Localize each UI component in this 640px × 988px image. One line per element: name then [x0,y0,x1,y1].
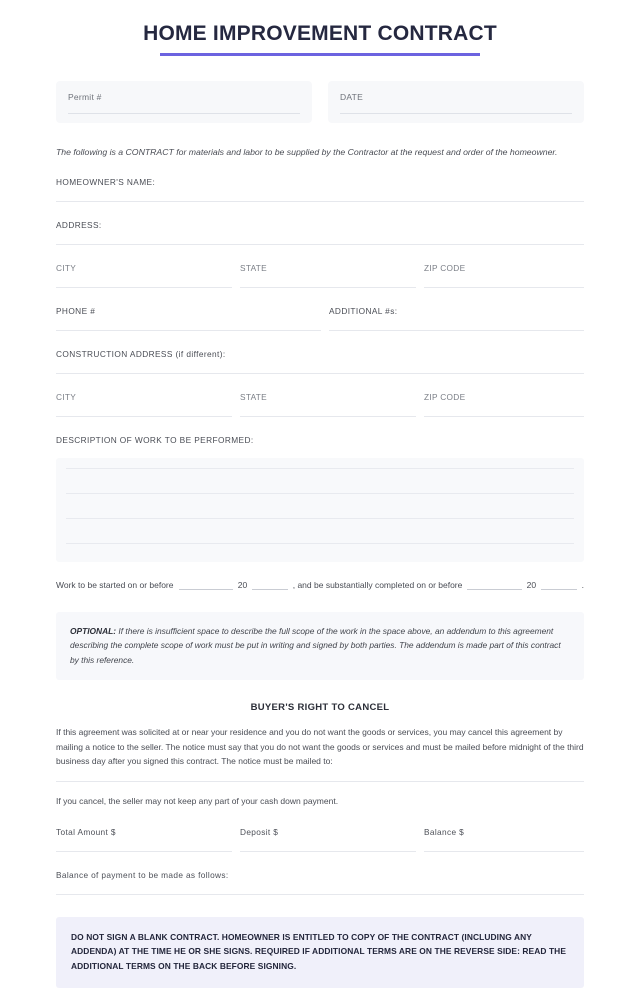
balance-field[interactable] [424,822,584,852]
work-end-text: . [581,579,584,590]
date-field[interactable] [328,81,584,123]
date-label: DATE [340,91,364,102]
description-label-row [56,430,584,448]
permit-number-input-line[interactable] [68,113,300,114]
cancel-divider [56,781,584,782]
homeowner-zip-label: ZIP CODE [424,262,466,273]
homeowner-state-field[interactable] [240,258,416,288]
construction-address-label: CONSTRUCTION ADDRESS (if different): [56,348,226,359]
construction-zip-label: ZIP CODE [424,391,466,402]
deposit-field[interactable] [240,822,416,852]
description-rule-line [66,518,574,519]
work-complete-year: 20 [526,579,537,590]
homeowner-address-row[interactable] [56,215,584,245]
construction-address-row[interactable] [56,344,584,374]
work-complete-date-blank[interactable] [467,580,521,590]
description-rule-line [66,543,574,544]
total-amount-label: Total Amount $ [56,826,116,837]
top-fields-row [56,81,584,123]
deposit-label: Deposit $ [240,826,279,837]
construction-state-label: STATE [240,391,268,402]
cancel-paragraph: If this agreement was solicited at or near your residence and you do not want the goods or services, you may cancel this agreement by mailing a notice to the seller. The notice must say that you do not want the goods or services and must be mailed before midnight of the third business day after you signed this contract. The notice must be mailed to: [56,727,584,767]
work-complete-year-blank[interactable] [541,580,577,590]
page-title: HOME IMPROVEMENT CONTRACT [143,22,497,45]
description-rule-line [66,468,574,469]
total-amount-field[interactable] [56,822,232,852]
construction-city-label: CITY [56,391,77,402]
work-start-year: 20 [237,579,248,590]
permit-number-label: Permit # [68,91,102,102]
homeowner-state-label: STATE [240,262,268,273]
homeowner-phone-row [56,301,584,331]
do-not-sign-warning-box [56,917,584,988]
date-input-line[interactable] [340,113,572,114]
homeowner-city-label: CITY [56,262,77,273]
work-start-year-blank[interactable] [252,580,288,590]
homeowner-phone-label: PHONE # [56,305,96,316]
optional-note-text: If there is insufficient space to describe the full scope of the work in the space above, an addendum to this agreement describing the complete scope of work must be put in writing and signed by both parties. The addendum is made part of this contract by this reference. [70,625,561,665]
balance-terms-label: Balance of payment to be made as follows: [56,869,229,880]
buyers-right-to-cancel-heading: BUYER'S RIGHT TO CANCEL [250,702,390,714]
construction-city-state-zip-row [56,387,584,417]
description-of-work-textarea[interactable] [56,458,584,562]
do-not-sign-warning-text: DO NOT SIGN A BLANK CONTRACT. HOMEOWNER IS ENTITLED TO COPY OF THE CONTRACT (INCLUDING ANY ADDENDA) AT THE TIME HE OR SHE SIGNS. REQUIRED IF ADDITIONAL TERMS ARE ON THE REVERSE SIDE: READ THE ADDITIONAL TERMS ON THE BACK BEFORE SIGNING. [71,931,567,971]
homeowner-name-row[interactable] [56,172,584,202]
homeowner-address-label: ADDRESS: [56,219,102,230]
homeowner-city-state-zip-row [56,258,584,288]
homeowner-additional-numbers-field[interactable] [329,301,584,331]
homeowner-additional-numbers-label: ADDITIONAL #s: [329,305,398,316]
work-start-text: Work to be started on or before [56,579,174,590]
description-rule-line [66,493,574,494]
intro-paragraph: The following is a CONTRACT for materials and labor to be supplied by the Contractor at the request and order of the homeowner. [56,146,558,157]
cancel-deposit-note: If you cancel, the seller may not keep any part of your cash down payment. [56,796,339,807]
optional-note-lead: OPTIONAL: [70,625,117,636]
construction-state-field[interactable] [240,387,416,417]
balance-terms-row[interactable] [56,865,584,895]
description-of-work-label: DESCRIPTION OF WORK TO BE PERFORMED: [56,434,254,445]
permit-number-field[interactable] [56,81,312,123]
balance-label: Balance $ [424,826,465,837]
work-middle-text: , and be substantially completed on or before [292,579,463,590]
work-start-date-blank[interactable] [179,580,233,590]
homeowner-zip-field[interactable] [424,258,584,288]
work-schedule-row [56,580,584,590]
construction-city-field[interactable] [56,387,232,417]
amounts-row [56,822,584,852]
homeowner-name-label: HOMEOWNER'S NAME: [56,176,156,187]
construction-zip-field[interactable] [424,387,584,417]
homeowner-city-field[interactable] [56,258,232,288]
title-block [56,0,584,56]
title-underline-rule [160,53,480,56]
homeowner-phone-field[interactable] [56,301,321,331]
optional-addendum-note [56,612,584,680]
